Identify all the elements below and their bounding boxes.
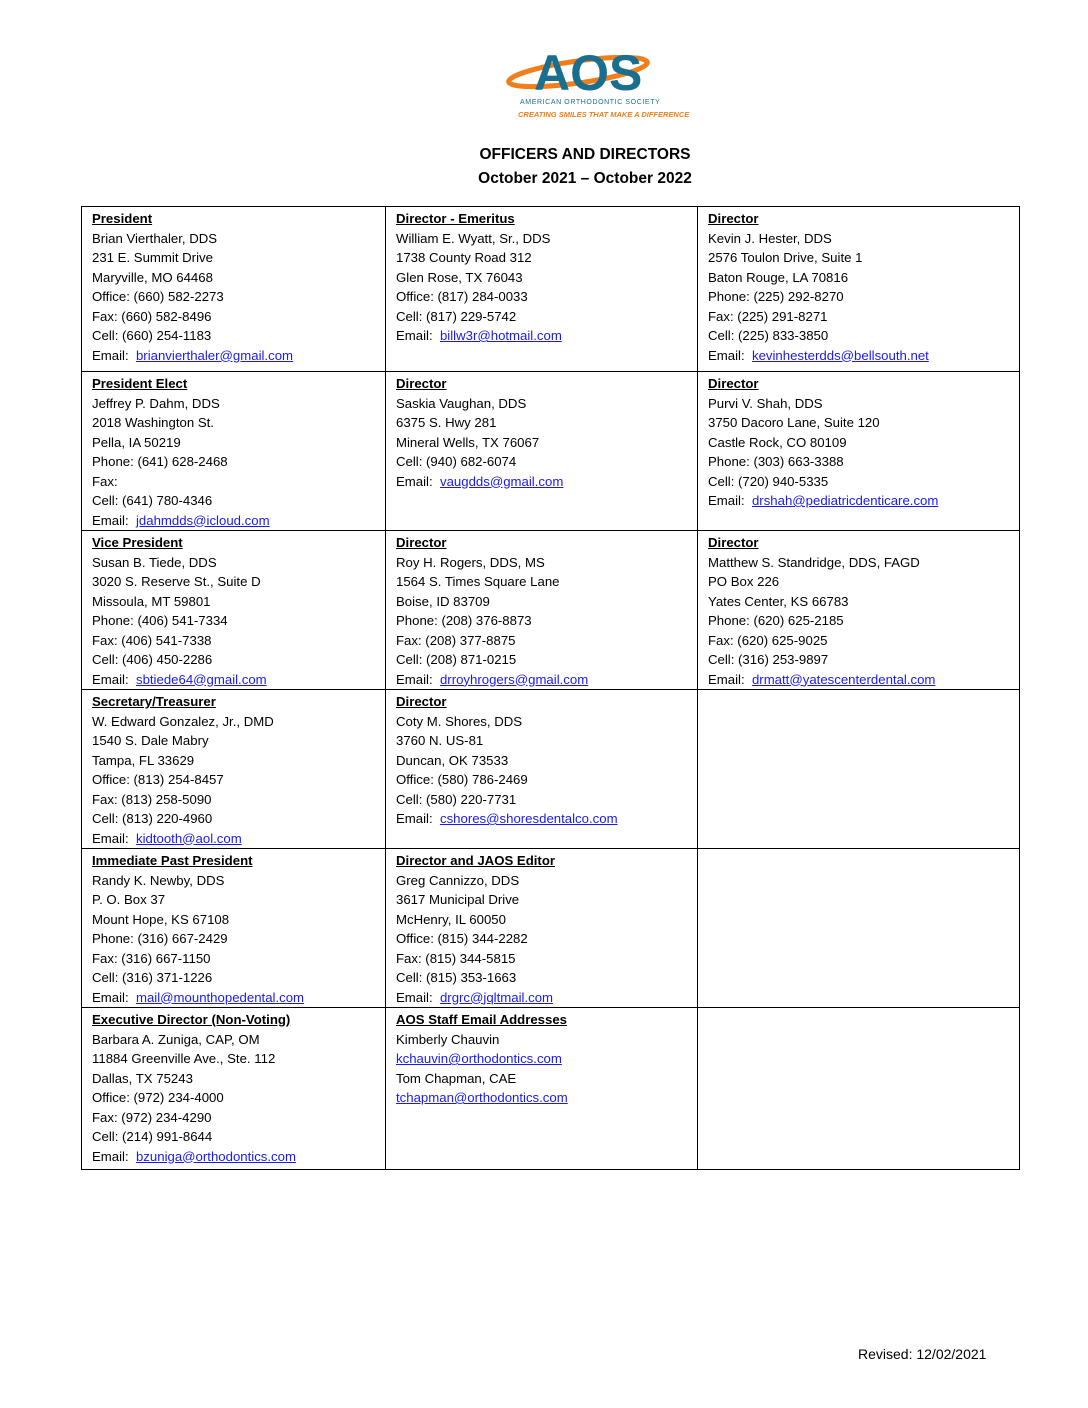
contact-line: Purvi V. Shah, DDS xyxy=(708,395,823,411)
email-link[interactable]: jdahmdds@icloud.com xyxy=(135,512,270,528)
contact-line: Fax: (813) 258-5090 xyxy=(92,791,212,807)
contact-line: Fax: xyxy=(92,473,118,489)
email-link[interactable]: kidtooth@aol.com xyxy=(135,830,242,846)
contact-line: 11884 Greenville Ave., Ste. 112 xyxy=(92,1051,276,1066)
email-link[interactable]: cshores@shoresdentalco.com xyxy=(439,811,618,826)
contact-line: 1564 S. Times Square Lane xyxy=(396,574,560,589)
contact-line: Barbara A. Zuniga, CAP, OM xyxy=(92,1031,260,1047)
contact-line: Missoula, MT 59801 xyxy=(92,593,211,609)
email-line xyxy=(92,670,375,690)
contact-line: 3760 N. US-81 xyxy=(396,733,484,748)
contact-cell xyxy=(82,207,386,372)
contact-cell xyxy=(82,849,386,1008)
contact-line: Fax: (406) 541-7338 xyxy=(92,632,212,648)
table-row xyxy=(82,690,1020,849)
contact-line: Yates Center, KS 66783 xyxy=(708,593,849,609)
contact-line: Mount Hope, KS 67108 xyxy=(92,911,230,927)
contact-line: W. Edward Gonzalez, Jr., DMD xyxy=(92,713,274,729)
role-title: Director xyxy=(708,376,759,391)
email-label: Email: xyxy=(92,671,129,687)
role-title: Director xyxy=(396,376,447,391)
email-label: Email: xyxy=(396,671,433,687)
table-row xyxy=(82,207,1020,372)
contact-line: Coty M. Shores, DDS xyxy=(396,713,523,729)
contact-line: Phone: (303) 663-3388 xyxy=(708,454,844,469)
contact-line: Fax: (972) 234-4290 xyxy=(92,1109,212,1125)
page-title: OFFICERS AND DIRECTORS xyxy=(479,146,691,163)
contact-cell xyxy=(698,690,1020,849)
email-line xyxy=(396,472,687,492)
email-line xyxy=(92,346,375,366)
contact-line: Boise, ID 83709 xyxy=(396,593,490,609)
table-row xyxy=(82,849,1020,1008)
staff-email-line xyxy=(396,1049,687,1069)
contact-line: Cell: (214) 991-8644 xyxy=(92,1129,213,1144)
contact-line: Office: (813) 254-8457 xyxy=(92,772,224,787)
contact-cell xyxy=(386,690,698,849)
contact-line: Greg Cannizzo, DDS xyxy=(396,872,520,888)
table-row xyxy=(82,372,1020,531)
aos-logo xyxy=(500,44,690,126)
contact-line: Dallas, TX 75243 xyxy=(92,1070,193,1086)
contact-line: Randy K. Newby, DDS xyxy=(92,872,225,888)
contact-line: Cell: (316) 371-1226 xyxy=(92,970,213,985)
contact-line: Cell: (815) 353-1663 xyxy=(396,970,517,985)
logo-org-name: AMERICAN ORTHODONTIC SOCIETY xyxy=(520,99,661,106)
contact-line: PO Box 226 xyxy=(708,574,780,589)
email-label: Email: xyxy=(92,512,129,528)
contact-cell xyxy=(386,849,698,1008)
email-line xyxy=(396,326,687,346)
contact-cell xyxy=(698,1008,1020,1170)
email-link[interactable]: sbtiede64@gmail.com xyxy=(135,671,267,687)
logo-wordmark: AOS xyxy=(534,45,643,101)
role-title: Secretary/Treasurer xyxy=(92,694,216,709)
contact-line: Saskia Vaughan, DDS xyxy=(396,395,527,411)
contact-line: Cell: (940) 682-6074 xyxy=(396,454,517,469)
contact-line: Baton Rouge, LA 70816 xyxy=(708,269,849,285)
contact-line: Phone: (316) 667-2429 xyxy=(92,931,228,946)
contact-line: Fax: (225) 291-8271 xyxy=(708,308,828,324)
email-link[interactable]: billw3r@hotmail.com xyxy=(439,328,562,343)
contact-line: Roy H. Rogers, DDS, MS xyxy=(396,554,545,570)
contact-cell xyxy=(386,1008,698,1170)
contact-line: Fax: (208) 377-8875 xyxy=(396,632,516,648)
contact-line: McHenry, IL 60050 xyxy=(396,911,506,927)
email-link[interactable]: bzuniga@orthodontics.com xyxy=(135,1148,296,1164)
contact-line: Brian Vierthaler, DDS xyxy=(92,230,218,246)
email-label: Email: xyxy=(708,347,745,363)
contact-line: P. O. Box 37 xyxy=(92,892,166,907)
email-line xyxy=(92,829,375,849)
email-line xyxy=(396,809,687,829)
contact-line: Phone: (406) 541-7334 xyxy=(92,613,228,628)
contact-cell xyxy=(386,531,698,690)
email-line xyxy=(92,1147,375,1167)
role-title: Director xyxy=(396,694,447,709)
contact-cell xyxy=(698,207,1020,372)
role-title: Director xyxy=(708,535,759,550)
revised-date: Revised: 12/02/2021 xyxy=(858,1346,987,1362)
email-label: Email: xyxy=(92,830,129,846)
email-line xyxy=(92,511,375,531)
contact-line: Office: (580) 786-2469 xyxy=(396,772,528,787)
logo-tagline: CREATING SMILES THAT MAKE A DIFFERENCE xyxy=(518,110,690,119)
staff-email-line xyxy=(396,1088,687,1108)
contact-line: 2576 Toulon Drive, Suite 1 xyxy=(708,250,863,265)
contact-line: Office: (817) 284-0033 xyxy=(396,289,528,304)
email-link[interactable]: mail@mounthopedental.com xyxy=(135,989,305,1005)
contact-line: Jeffrey P. Dahm, DDS xyxy=(92,395,220,411)
contact-line: Cell: (641) 780-4346 xyxy=(92,493,213,508)
email-label: Email: xyxy=(92,1148,129,1164)
contact-line: 3617 Municipal Drive xyxy=(396,892,520,907)
email-label: Email: xyxy=(708,493,745,508)
email-link[interactable]: drroyhrogers@gmail.com xyxy=(439,671,589,687)
contact-cell xyxy=(698,372,1020,531)
email-label: Email: xyxy=(396,473,433,489)
contact-cell xyxy=(82,531,386,690)
contact-line: Kevin J. Hester, DDS xyxy=(708,230,832,246)
email-line xyxy=(708,491,1009,511)
contact-line: 1738 County Road 312 xyxy=(396,250,532,265)
contact-cell xyxy=(698,849,1020,1008)
contact-line: Cell: (720) 940-5335 xyxy=(708,473,829,489)
contact-line: Fax: (815) 344-5815 xyxy=(396,950,516,966)
role-title: Director xyxy=(708,211,759,226)
role-title: AOS Staff Email Addresses xyxy=(396,1012,568,1027)
role-title: Director - Emeritus xyxy=(396,211,515,226)
contact-line: Matthew S. Standridge, DDS, FAGD xyxy=(708,554,920,570)
contact-line: Glen Rose, TX 76043 xyxy=(396,269,523,285)
staff-name: Tom Chapman, CAE xyxy=(396,1070,517,1086)
role-title: Immediate Past President xyxy=(92,853,253,868)
contact-cell xyxy=(82,372,386,531)
contact-line: 6375 S. Hwy 281 xyxy=(396,415,497,430)
role-title: President Elect xyxy=(92,376,188,391)
contact-line: 2018 Washington St. xyxy=(92,415,214,430)
role-title: Executive Director (Non-Voting) xyxy=(92,1012,291,1027)
role-title: Vice President xyxy=(92,535,183,550)
contact-line: 3020 S. Reserve St., Suite D xyxy=(92,574,261,589)
email-label: Email: xyxy=(396,811,433,826)
role-title: Director and JAOS Editor xyxy=(396,853,556,868)
contact-line: Cell: (225) 833-3850 xyxy=(708,328,829,343)
role-title: Director xyxy=(396,535,447,550)
email-label: Email: xyxy=(92,347,129,363)
contact-line: Cell: (208) 871-0215 xyxy=(396,652,517,667)
contact-line: Office: (972) 234-4000 xyxy=(92,1090,224,1105)
table-row xyxy=(82,531,1020,690)
email-line xyxy=(708,670,1009,690)
email-label: Email: xyxy=(708,671,745,687)
contact-line: Office: (815) 344-2282 xyxy=(396,931,528,946)
email-label: Email: xyxy=(92,989,129,1005)
contact-line: Susan B. Tiede, DDS xyxy=(92,554,217,570)
contact-line: Cell: (316) 253-9897 xyxy=(708,652,829,667)
staff-email-link[interactable]: kchauvin@orthodontics.com xyxy=(396,1051,562,1066)
contact-line: Cell: (813) 220-4960 xyxy=(92,811,213,826)
role-title: President xyxy=(92,211,153,226)
contact-line: 1540 S. Dale Mabry xyxy=(92,733,209,748)
staff-email-link[interactable]: tchapman@orthodontics.com xyxy=(396,1090,568,1105)
contact-line: Pella, IA 50219 xyxy=(92,434,181,450)
contact-line: Phone: (641) 628-2468 xyxy=(92,454,228,469)
contact-line: Castle Rock, CO 80109 xyxy=(708,434,847,450)
contact-line: Tampa, FL 33629 xyxy=(92,752,195,768)
contact-line: Phone: (620) 625-2185 xyxy=(708,613,844,628)
contact-line: Mineral Wells, TX 76067 xyxy=(396,434,540,450)
email-line xyxy=(92,988,375,1008)
email-line xyxy=(708,346,1009,366)
email-link[interactable]: drshah@pediatricdenticare.com xyxy=(751,493,939,508)
contact-line: Fax: (620) 625-9025 xyxy=(708,632,828,648)
contact-line: Fax: (316) 667-1150 xyxy=(92,950,211,966)
contact-line: Cell: (817) 229-5742 xyxy=(396,308,517,324)
contact-line: Cell: (580) 220-7731 xyxy=(396,791,517,807)
email-link[interactable]: brianvierthaler@gmail.com xyxy=(135,347,294,363)
table-row xyxy=(82,1008,1020,1170)
contact-line: Maryville, MO 64468 xyxy=(92,269,213,285)
email-line xyxy=(396,670,687,690)
page-period: October 2021 – October 2022 xyxy=(478,170,692,187)
contact-line: Phone: (225) 292-8270 xyxy=(708,289,844,304)
contact-cell xyxy=(386,207,698,372)
email-link[interactable]: drmatt@yatescenterdental.com xyxy=(751,671,936,687)
contact-line: Office: (660) 582-2273 xyxy=(92,289,224,304)
contact-line: Duncan, OK 73533 xyxy=(396,752,509,768)
contact-cell xyxy=(386,372,698,531)
email-link[interactable]: drgrc@jqltmail.com xyxy=(439,989,554,1005)
email-label: Email: xyxy=(396,989,433,1005)
officers-table xyxy=(81,206,1020,1170)
staff-name: Kimberly Chauvin xyxy=(396,1031,500,1047)
contact-line: Cell: (660) 254-1183 xyxy=(92,328,212,343)
email-line xyxy=(396,988,687,1008)
contact-line: 3750 Dacoro Lane, Suite 120 xyxy=(708,415,880,430)
contact-cell xyxy=(82,690,386,849)
email-label: Email: xyxy=(396,328,433,343)
contact-line: Cell: (406) 450-2286 xyxy=(92,652,213,667)
contact-line: 231 E. Summit Drive xyxy=(92,250,213,265)
contact-line: William E. Wyatt, Sr., DDS xyxy=(396,230,551,246)
email-link[interactable]: kevinhesterdds@bellsouth.net xyxy=(751,347,929,363)
email-link[interactable]: vaugdds@gmail.com xyxy=(439,473,564,489)
contact-line: Phone: (208) 376-8873 xyxy=(396,613,532,628)
contact-line: Fax: (660) 582-8496 xyxy=(92,308,212,324)
contact-cell xyxy=(82,1008,386,1170)
contact-cell xyxy=(698,531,1020,690)
